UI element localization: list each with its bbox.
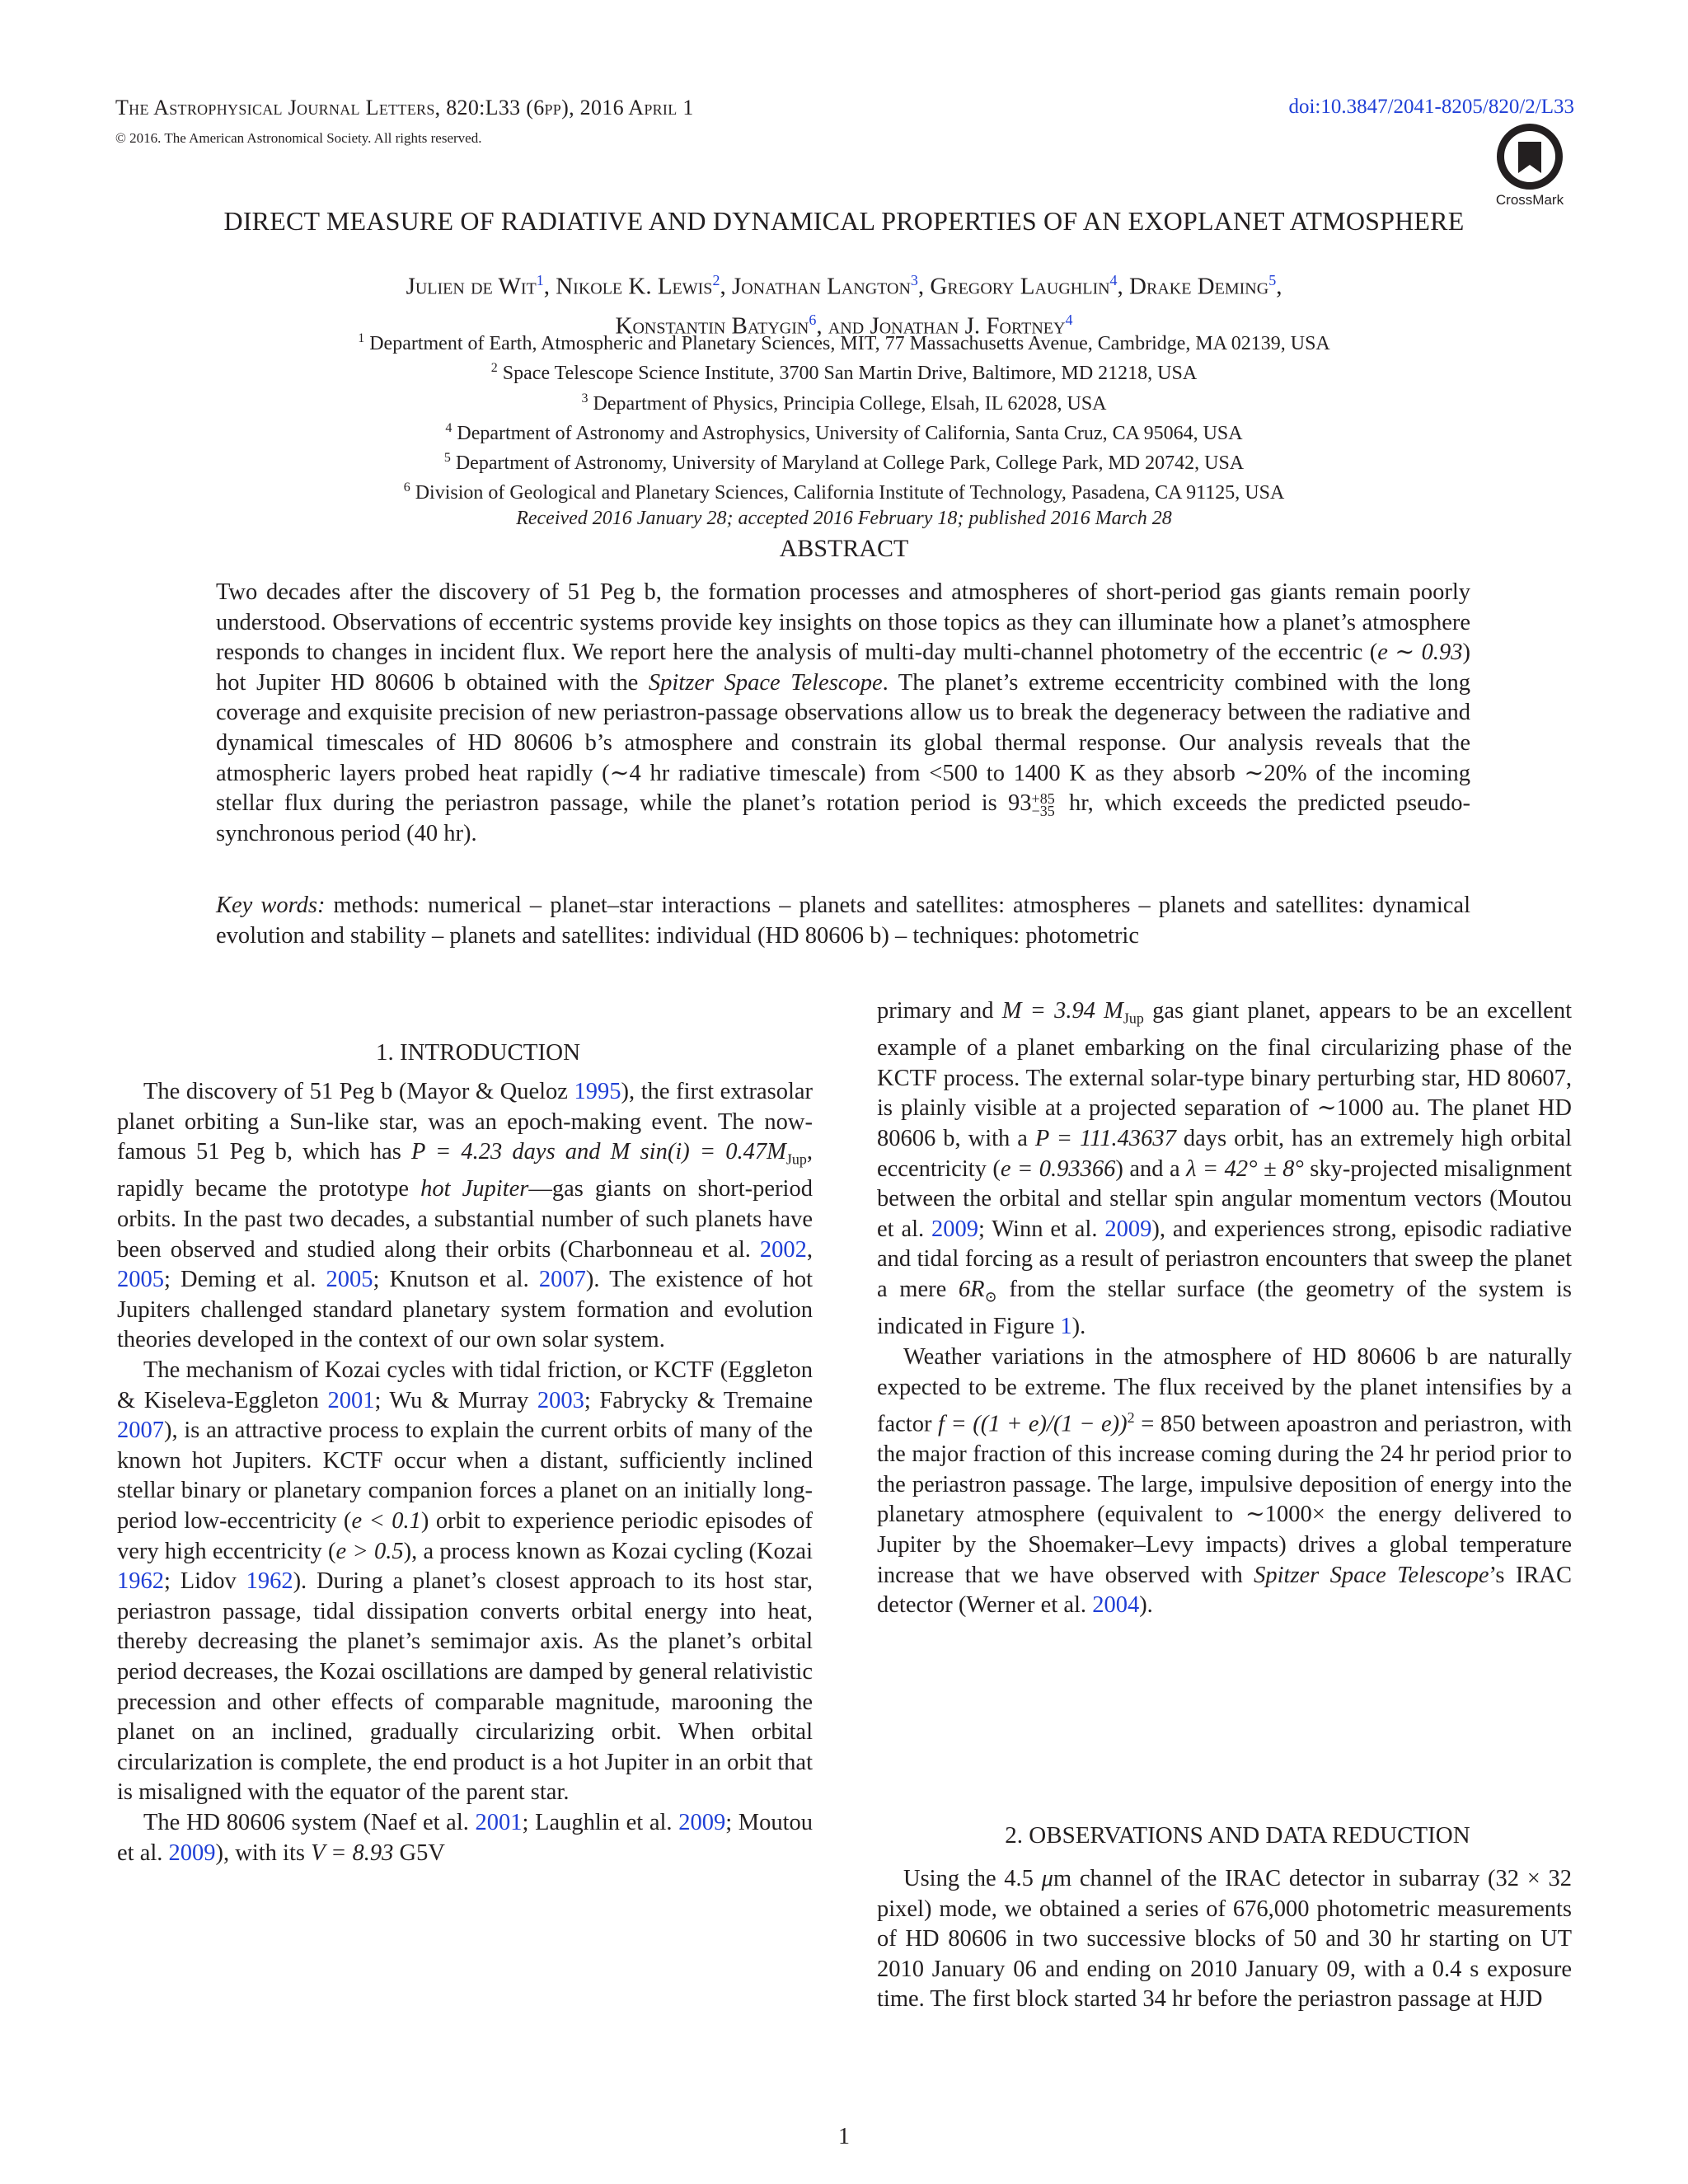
affiliation: $^1$ Department of Earth, Atmospheric and Planetary Sciences, MIT, 77 Massachusetts Avenue, Cambridge, MA 02139, USA <box>358 331 1330 354</box>
citation-link[interactable]: 2009 <box>678 1809 726 1835</box>
author-name: Jonathan Langton <box>731 273 911 300</box>
author-affiliation-ref: 1 <box>536 272 544 288</box>
citation-link[interactable]: 1995 <box>574 1079 621 1104</box>
author-affiliation-ref: 4 <box>1065 311 1073 328</box>
author-affiliation-ref: 3 <box>910 272 918 288</box>
paragraph: Using the 4.5 μm channel of the IRAC detector in subarray (32 × 32 pixel) mode, we obtained a series of 676,000 photometric measurements of HD 80606 in two successive blocks of 50 and 30 hr starting on UT 2010 January 06 and ending on 2010 January 09, with a 0.4 s exposure time. The first block started 34 hr before the periastron passage at HJD <box>877 1866 1572 2013</box>
keywords: Key words: methods: numerical – planet–star interactions – planets and satellites: atmospheres – planets and satellites: dynamical evolution and stability – planets and satellites: individual (HD 80606 b) – techniques: photometric <box>216 893 1471 949</box>
paragraph: The discovery of 51 Peg b (Mayor & Queloz 1995), the first extrasolar planet orbiting a Sun-like star, was an epoch-making event. The now-famous 51 Peg b, which has P = 4.23 days and M $\sin(i) = 0.47M_{Jup}$, rapidly became the prototype hot Jupiter—gas giants on short-period orbits. In the past two decades, a substantial number of such planets have been observed and studied along their orbits (Charbonneau et al. 2002, 2005; Deming et al. 2005; Knutson et al. 2007). The existence of hot Jupiters challenged standard planetary system formation and evolution theories developed in the context of our own solar system. <box>117 1079 813 1353</box>
right-column-section2 <box>877 1864 1572 2015</box>
section-heading-observations: 2. OBSERVATIONS AND DATA REDUCTION <box>1005 1822 1470 1849</box>
abstract-text: Two decades after the discovery of 51 Peg b, the formation processes and atmospheres of short-period gas giants remain poorly understood. Observations of eccentric systems provide key insights on those topics as they can illuminate how a planet’s atmosphere responds to changes in incident flux. We report here the analysis of multi-day multi-channel photometry of the eccentric (e ∼ 0.93) hot Jupiter HD 80606 b obtained with the Spitzer Space Telescope. The planet’s extreme eccentricity combined with the long coverage and exquisite precision of new periastron-passage observations allow us to break the degeneracy between the radiative and dynamical timescales of HD 80606 b’s atmosphere and constrain its global thermal response. Our analysis reveals that the atmospheric layers probed heat rapidly (∼4 hr radiative timescale) from <500 to 1400 K as they absorb ∼20% of the incoming stellar flux during the periastron passage, while the planet’s rotation period is 93+85 −35 hr, which exceeds the predicted pseudo-synchronous period (40 hr). <box>216 579 1471 846</box>
paragraph: The mechanism of Kozai cycles with tidal friction, or KCTF (Eggleton & Kiseleva-Eggleton 2001; Wu & Murray 2003; Fabrycky & Tremaine 2007), is an attractive process to explain the current orbits of many of the known hot Jupiters. KCTF occur when a distant, sufficiently inclined stellar binary or planetary companion forces a planet on an initially long-period low-eccentricity (e < 0.1) orbit to experience periodic episodes of very high eccentricity (e > 0.5), a process known as Kozai cycling (Kozai 1962; Lidov 1962). During a planet’s closest approach to its host star, periastron passage, tidal dissipation converts orbital energy into heat, thereby decreasing the planet’s semimajor axis. As the planet’s orbital period decreases, the Kozai oscillations are damped by general relativistic precession and other effects of comparable magnitude, marooning the planet on an inclined, gradually circularizing orbit. When orbital circularization is complete, the end product is a hot Jupiter in an orbit that is misaligned with the equator of the parent star. <box>117 1357 813 1806</box>
paragraph: The HD 80606 system (Naef et al. 2001; Laughlin et al. 2009; Moutou et al. 2009), with its V = 8.93 G5V <box>117 1809 814 1866</box>
author-affiliation-ref: 4 <box>1109 272 1118 288</box>
left-column <box>117 1077 813 1868</box>
citation-link[interactable]: 2002 <box>759 1236 807 1263</box>
citation-link[interactable]: 1962 <box>246 1568 293 1595</box>
journal-citation: The Astrophysical Journal Letters, 820:L33 (6pp), 2016 April 1 <box>115 96 694 120</box>
abstract-heading: ABSTRACT <box>779 535 909 562</box>
affiliation: $^2$ Space Telescope Science Institute, 3700 San Martin Drive, Baltimore, MD 21218, USA <box>490 361 1198 385</box>
affiliation: $^3$ Department of Physics, Principia College, Elsah, IL 62028, USA <box>581 391 1107 415</box>
author-name: Drake Deming <box>1129 273 1269 300</box>
crossmark-badge[interactable] <box>1489 122 1571 208</box>
crossmark-icon <box>1489 122 1571 208</box>
citation-link[interactable]: 2004 <box>1092 1592 1140 1619</box>
author-list: Julien de Wit$^1$, Nikole K. Lewis$^2$, Jonathan Langton$^3$, Gregory Laughlin$^4$, Drake Deming$^5$, Konstantin Batygin$^6$, and Jonathan J. Fortney$^4$ <box>406 272 1282 340</box>
article-title: DIRECT MEASURE OF RADIATIVE AND DYNAMICAL PROPERTIES OF AN EXOPLANET ATMOSPHERE <box>223 206 1465 236</box>
author-name: Gregory Laughlin <box>930 273 1110 300</box>
author-affiliation-ref: 6 <box>809 311 817 328</box>
affiliation: $^6$ Division of Geological and Planetary Sciences, California Institute of Technology, Pasadena, CA 91125, USA <box>403 480 1285 504</box>
citation-link[interactable]: 2003 <box>537 1387 584 1413</box>
citation-link[interactable]: 2009 <box>168 1840 216 1866</box>
citation-link[interactable]: 1962 <box>117 1568 164 1595</box>
keywords-label: Key words: <box>216 893 326 918</box>
citation-link[interactable]: 2001 <box>475 1809 523 1835</box>
doi-link[interactable]: doi:10.3847/2041-8205/820/2/L33 <box>1288 96 1574 118</box>
figure-link[interactable]: 1 <box>1060 1314 1072 1340</box>
citation-link[interactable]: 2009 <box>931 1216 979 1242</box>
citation-link[interactable]: 2001 <box>327 1387 375 1413</box>
author-affiliation-ref: 2 <box>712 272 720 288</box>
affiliation: $^4$ Department of Astronomy and Astrophysics, University of California, Santa Cruz, CA 95064, USA <box>445 420 1243 444</box>
copyright-notice: © 2016. The American Astronomical Society. All rights reserved. <box>115 130 482 146</box>
author-name: Jonathan J. Fortney <box>870 312 1066 340</box>
affiliations <box>124 326 1564 531</box>
page-number: 1 <box>838 2124 850 2149</box>
paragraph: Weather variations in the atmosphere of HD 80606 b are naturally expected to be extreme. The flux received by the planet intensifies by a factor $f = ((1 + e)/(1 - e))^2 = 850$ between apoastron and periastron, with the major fraction of this increase coming during the 24 hr period prior to the periastron passage. The large, impulsive deposition of energy into the planetary atmosphere (equivalent to ∼1000× the energy delivered to Jupiter by the Shoemaker–Levy impacts) drives a global temperature increase that we have observed with Spitzer Space Telescope’s IRAC detector (Werner et al. 2004). <box>877 1343 1573 1619</box>
right-column <box>877 996 1572 1621</box>
section-heading-introduction: 1. INTRODUCTION <box>375 1039 581 1066</box>
citation-link[interactable]: 2005 <box>326 1267 373 1293</box>
author-name: Nikole K. Lewis <box>556 273 713 300</box>
crossmark-label: CrossMark <box>1495 192 1564 208</box>
citation-link[interactable]: 2007 <box>117 1418 164 1444</box>
author-name: Julien de Wit <box>406 273 537 300</box>
received-dates: Received 2016 January 28; accepted 2016 February 18; published 2016 March 28 <box>516 507 1172 529</box>
citation-link[interactable]: 2007 <box>538 1267 586 1293</box>
paragraph: primary and M = 3.94 $M_{Jup}$ gas giant planet, appears to be an excellent example of a planet embarking on the final circularizing phase of the KCTF process. The external solar-type binary perturbing star, HD 80607, is plainly visible at a projected separation of ∼1000 au. The planet HD 80606 b, with a P = 111.43637 days orbit, has an extremely high orbital eccentricity (e = 0.93366) and a λ = 42° ± 8° sky-projected misalignment between the orbital and stellar spin angular momentum vectors (Moutou et al. 2009; Winn et al. 2009), and experiences strong, episodic radiative and tidal forcing as a result of periastron encounters that sweep the planet a mere $6R_⊙$ from the stellar surface (the geometry of the system is indicated in Figure 1). <box>877 998 1573 1340</box>
citation-link[interactable]: 2009 <box>1104 1216 1152 1242</box>
affiliation: $^5$ Department of Astronomy, University of Maryland at College Park, College Park, MD 20742, USA <box>443 451 1245 475</box>
author-name: Konstantin Batygin <box>615 312 809 340</box>
citation-link[interactable]: 2005 <box>117 1267 164 1293</box>
author-affiliation-ref: 5 <box>1268 272 1277 288</box>
